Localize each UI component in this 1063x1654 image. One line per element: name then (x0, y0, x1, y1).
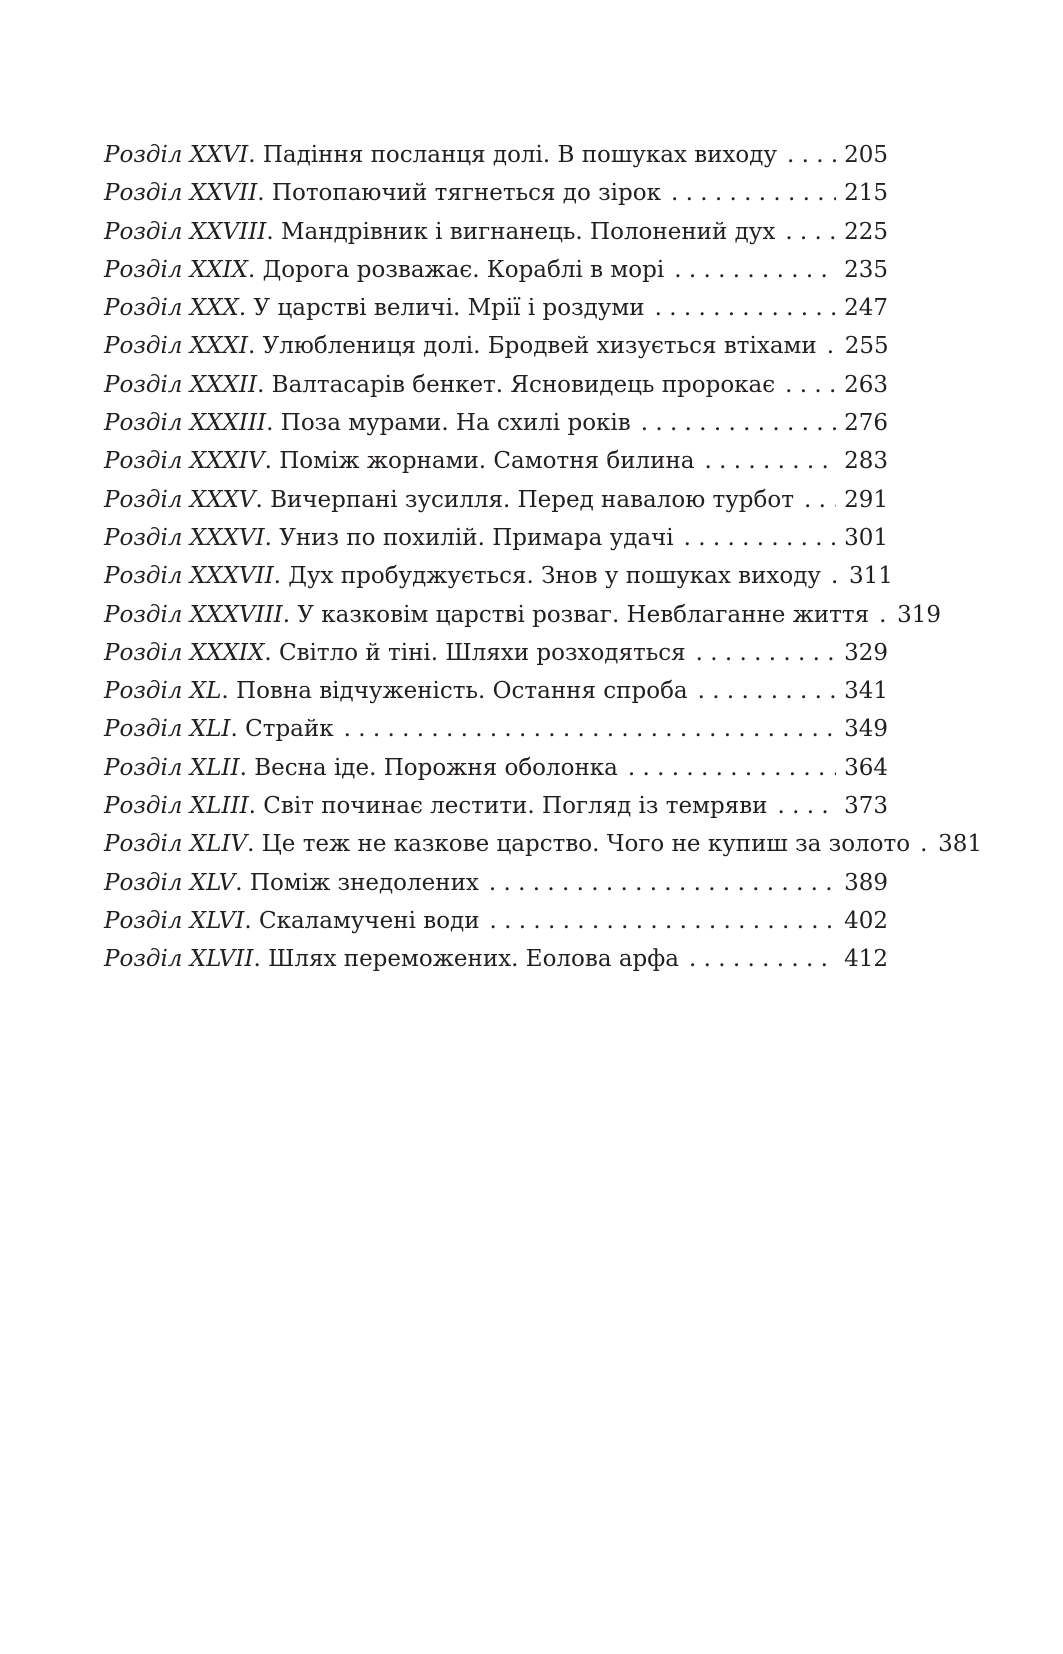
page-number: 389 (844, 869, 888, 896)
chapter-title: . Світло й тіні. Шляхи розходяться (264, 639, 686, 666)
dot-leader (920, 825, 930, 863)
toc-entry[interactable] (104, 634, 888, 672)
toc-entry[interactable] (104, 749, 888, 787)
chapter-title: . Весна іде. Порожня оболонка (239, 754, 618, 781)
chapter-title: . Валтасарів бенкет. Ясновидець пророкає (257, 371, 776, 398)
chapter-label: Розділ XXX (104, 295, 239, 322)
chapter-title: . Униз по похилій. Примара удачі (264, 524, 674, 551)
chapter-title: . Вичерпані зусилля. Перед навалою турбот (255, 486, 794, 513)
toc-entry[interactable] (104, 825, 982, 863)
chapter-label: Розділ XLVI (104, 907, 245, 934)
toc-entry[interactable] (104, 174, 888, 212)
dot-leader (831, 557, 841, 595)
chapter-title: . Дух пробуджується. Знов у пошуках виходу (273, 563, 821, 590)
dot-leader (344, 710, 837, 748)
page-number: 349 (844, 716, 888, 743)
toc-entry[interactable] (104, 327, 888, 365)
page-number: 412 (844, 946, 888, 973)
page-number: 235 (844, 256, 888, 283)
chapter-label: Розділ XXXI (104, 333, 248, 360)
toc-entry[interactable] (104, 864, 888, 902)
chapter-label: Розділ XLI (104, 716, 231, 743)
toc-entry[interactable] (104, 289, 888, 327)
chapter-label: Розділ XXXVII (104, 563, 274, 590)
chapter-label: Розділ XXXV (104, 486, 256, 513)
chapter-label: Розділ XXXIX (104, 639, 265, 666)
chapter-label: Розділ XLII (104, 754, 240, 781)
chapter-title: . Потопаючий тягнеться до зірок (257, 180, 661, 207)
dot-leader (778, 787, 837, 825)
dot-leader (804, 481, 836, 519)
toc-entry[interactable] (104, 136, 888, 174)
page-number: 373 (844, 793, 888, 820)
page-number: 319 (897, 601, 942, 628)
chapter-label: Розділ XXXVI (104, 524, 265, 551)
toc-entry[interactable] (104, 710, 888, 748)
toc-entry[interactable] (104, 902, 888, 940)
chapter-title: . У царстві величі. Мрії і роздуми (238, 295, 645, 322)
chapter-title: . Падіння посланця долі. В пошуках виходу (248, 142, 777, 168)
table-of-contents (104, 136, 982, 979)
chapter-label: Розділ XXXVIII (104, 601, 283, 628)
dot-leader (641, 404, 836, 442)
toc-entry[interactable] (104, 672, 888, 710)
page-number: 215 (844, 180, 888, 207)
chapter-label: Розділ XXVI (104, 142, 249, 168)
toc-entry[interactable] (104, 366, 888, 404)
toc-entry[interactable] (104, 213, 888, 251)
toc-entry[interactable] (104, 940, 888, 978)
chapter-label: Розділ XXVIII (104, 218, 267, 245)
chapter-label: Розділ XL (104, 678, 222, 705)
dot-leader (674, 251, 836, 289)
dot-leader (684, 519, 836, 557)
chapter-title: . Це теж не казкове царство. Чого не купиш за золото (247, 831, 911, 858)
toc-entry[interactable] (104, 787, 888, 825)
chapter-label: Розділ XLIV (104, 831, 248, 858)
page-number: 329 (844, 639, 888, 666)
dot-leader (827, 327, 837, 365)
chapter-label: Розділ XXXII (104, 371, 258, 398)
chapter-title: . Мандрівник і вигнанець. Полонений дух (266, 218, 776, 245)
dot-leader (787, 136, 836, 174)
chapter-title: . У казковім царстві розваг. Невблаганне життя (282, 601, 870, 628)
page-number: 205 (844, 142, 888, 168)
chapter-label: Розділ XLIII (104, 793, 249, 820)
dot-leader (628, 749, 836, 787)
dot-leader (705, 442, 837, 480)
toc-entry[interactable] (104, 519, 888, 557)
chapter-title: . Скаламучені води (244, 907, 480, 934)
chapter-title: . Поміж знедолених (235, 869, 479, 896)
toc-entry[interactable] (104, 251, 888, 289)
page-number: 364 (844, 754, 888, 781)
dot-leader (879, 596, 889, 634)
page-number: 341 (844, 678, 888, 705)
chapter-title: . Улюблениця долі. Бродвей хизується втіхами (247, 333, 817, 360)
page-number: 225 (844, 218, 888, 245)
toc-entry[interactable] (104, 557, 893, 595)
page-number: 311 (848, 563, 893, 590)
chapter-title: . Дорога розважає. Кораблі в морі (247, 256, 665, 283)
page-number: 301 (844, 524, 888, 551)
chapter-title: . Поза мурами. На схилі років (266, 410, 631, 437)
page-number: 263 (844, 371, 888, 398)
page-number: 276 (844, 410, 888, 437)
chapter-label: Розділ XXXIII (104, 410, 267, 437)
chapter-title: . Поміж жорнами. Самотня билина (264, 448, 695, 475)
page-number: 402 (844, 907, 888, 934)
toc-entry[interactable] (104, 481, 888, 519)
page-number: 247 (844, 295, 888, 322)
toc-entry[interactable] (104, 404, 888, 442)
chapter-label: Розділ XLVII (104, 946, 254, 973)
chapter-label: Розділ XXIX (104, 256, 248, 283)
dot-leader (785, 213, 836, 251)
toc-entry[interactable] (104, 596, 942, 634)
dot-leader (671, 174, 836, 212)
chapter-title: . Світ починає лестити. Погляд із темряви (248, 793, 768, 820)
page-number: 255 (844, 333, 889, 360)
page-number: 283 (844, 448, 888, 475)
dot-leader (489, 864, 836, 902)
toc-entry[interactable] (104, 442, 888, 480)
page-number: 291 (844, 486, 888, 513)
dot-leader (696, 634, 836, 672)
dot-leader (490, 902, 837, 940)
chapter-label: Розділ XXVII (104, 180, 258, 207)
chapter-label: Розділ XXXIV (104, 448, 265, 475)
chapter-label: Розділ XLV (104, 869, 236, 896)
chapter-title: . Страйк (230, 716, 334, 743)
dot-leader (689, 940, 836, 978)
chapter-title: . Повна відчуженість. Остання спроба (221, 678, 688, 705)
dot-leader (698, 672, 836, 710)
dot-leader (785, 366, 836, 404)
dot-leader (655, 289, 837, 327)
page-number: 381 (938, 831, 982, 858)
chapter-title: . Шлях переможених. Еолова арфа (253, 946, 679, 973)
